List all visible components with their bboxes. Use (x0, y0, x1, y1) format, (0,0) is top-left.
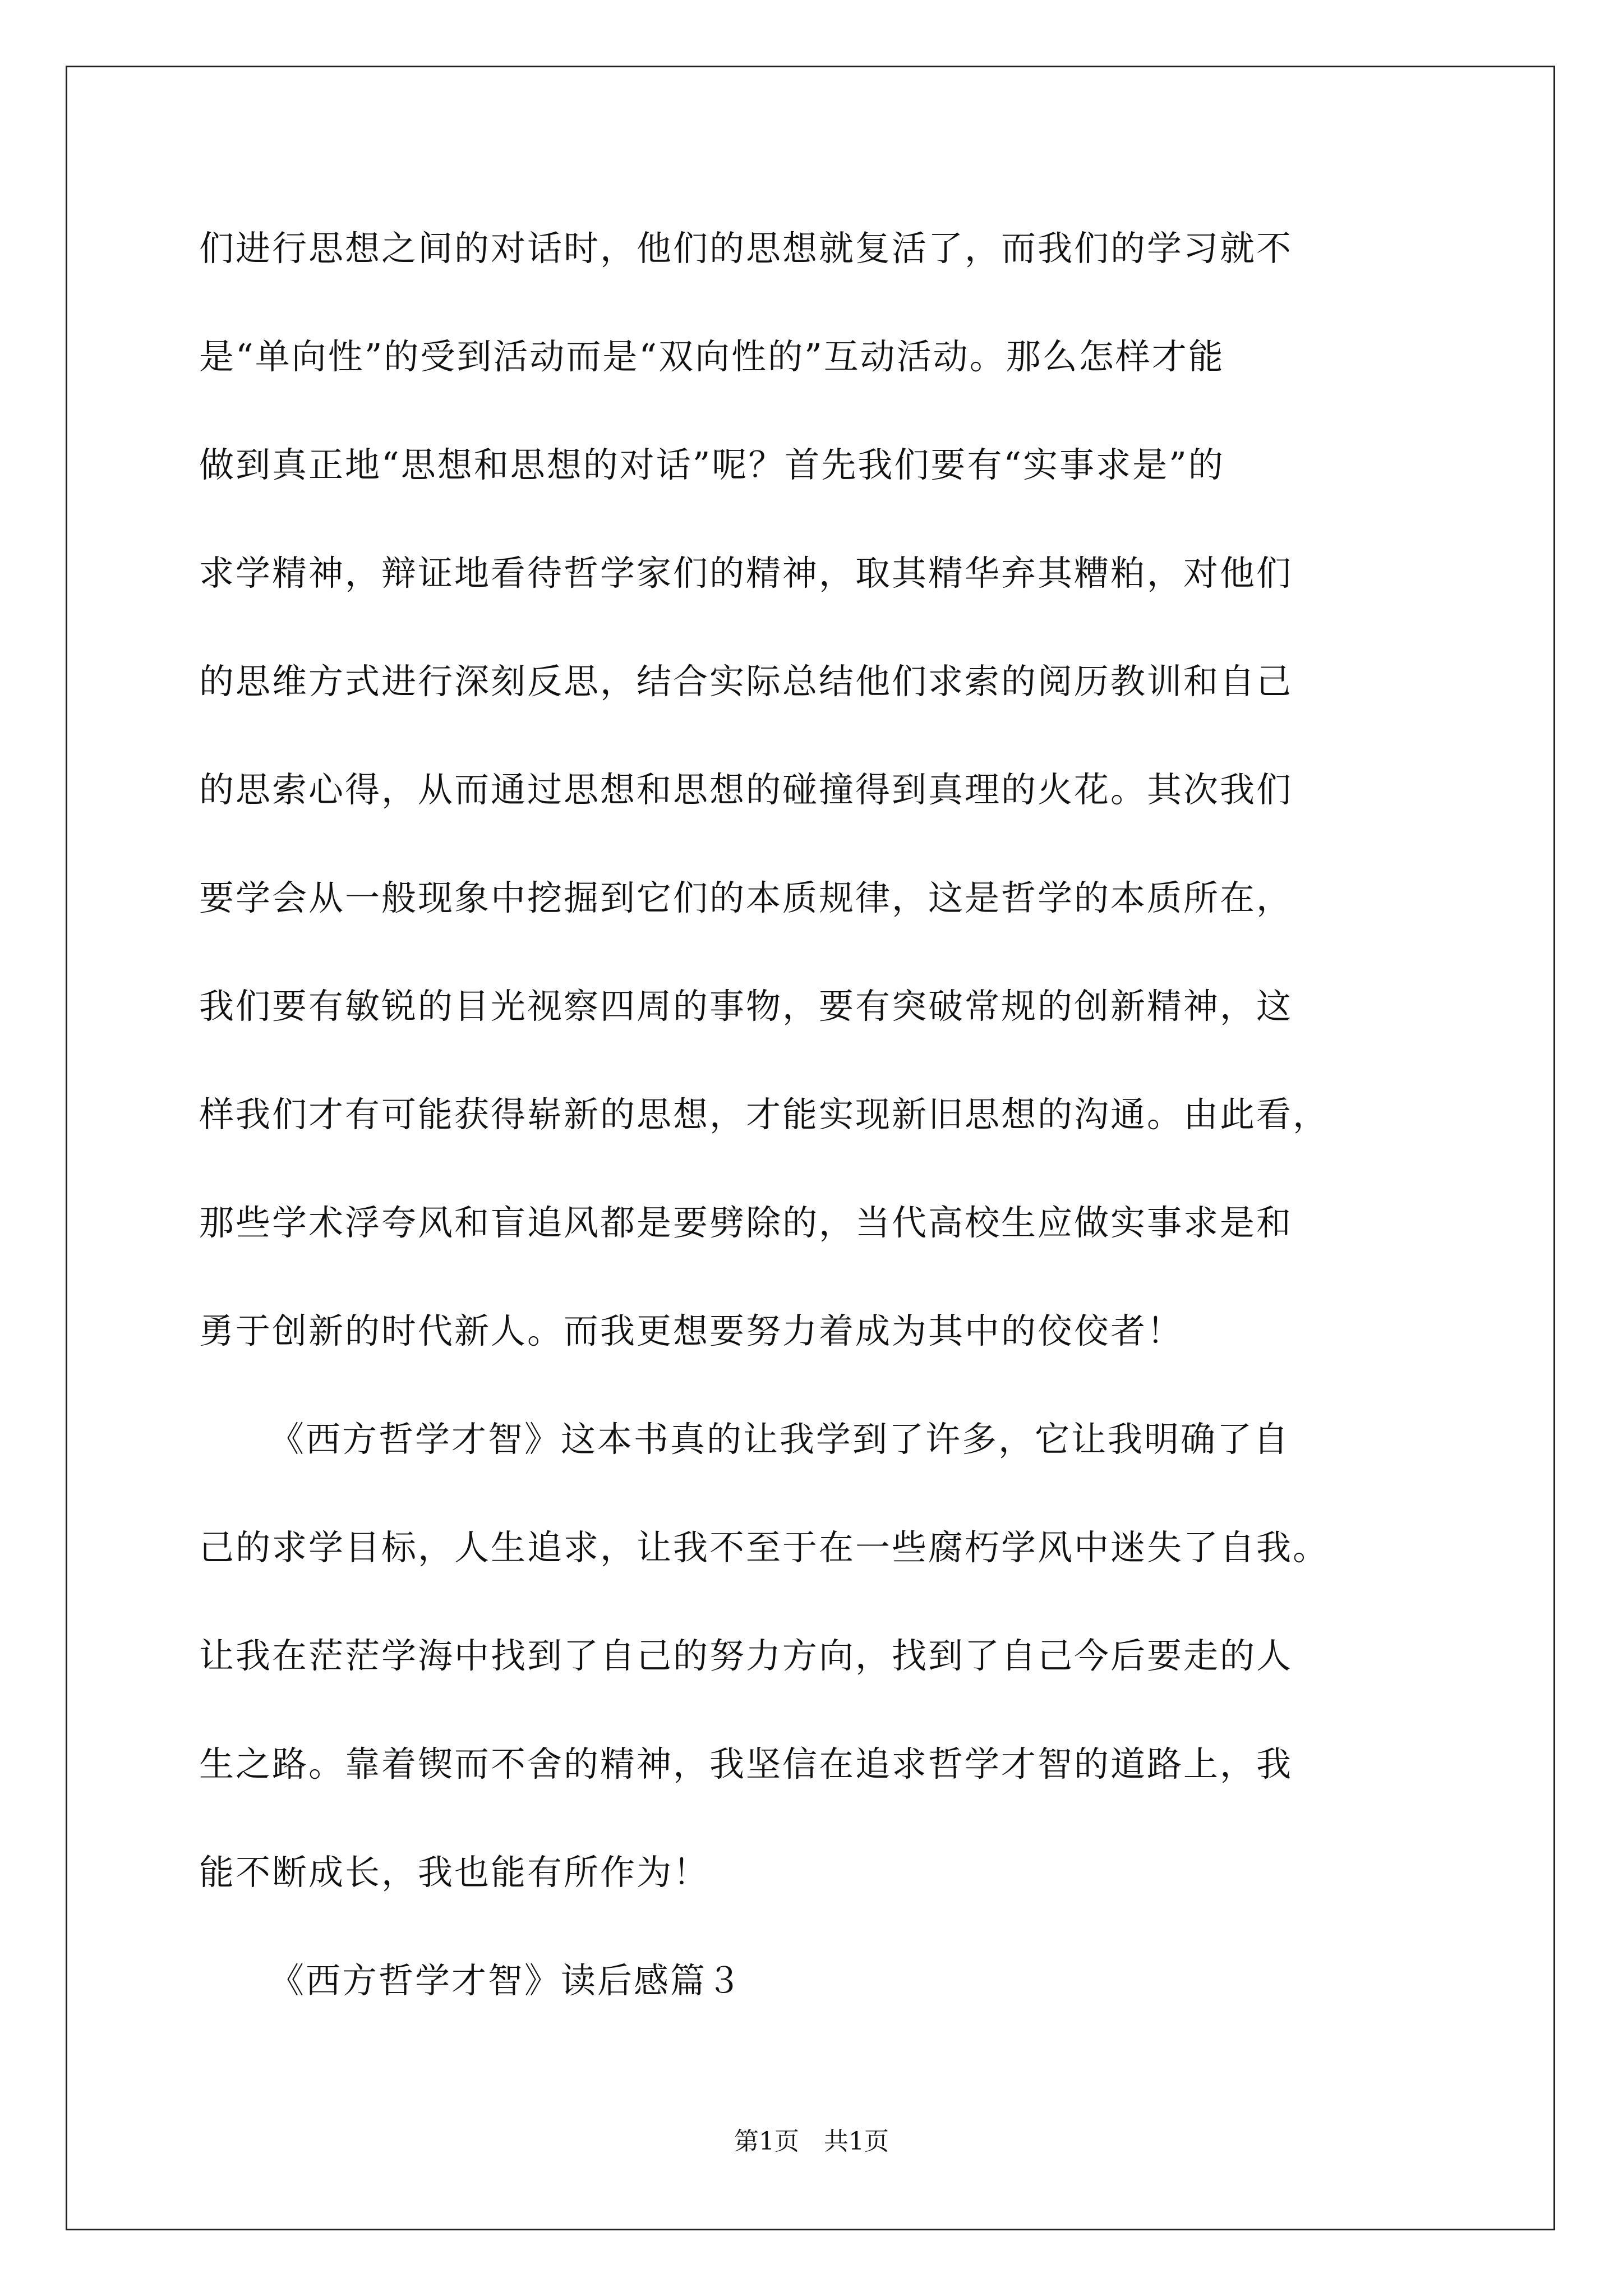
paragraph-line: 让我在茫茫学海中找到了自己的努力方向，找到了自己今后要走的人 (199, 1635, 1293, 1676)
paragraph-line: 勇于创新的时代新人。而我更想要努力着成为其中的佼佼者！ (199, 1310, 1184, 1351)
page-border (66, 66, 1555, 2230)
paragraph-line: 我们要有敏锐的目光视察四周的事物，要有突破常规的创新精神，这 (199, 986, 1293, 1027)
paragraph-line: 的思索心得，从而通过思想和思想的碰撞得到真理的火花。其次我们 (199, 769, 1293, 810)
paragraph-line: 样我们才有可能获得崭新的思想，才能实现新旧思想的沟通。由此看， (199, 1094, 1330, 1135)
section-heading: 《西方哲学才智》读后感篇３ (269, 1960, 744, 2001)
paragraph-line: 要学会从一般现象中挖掘到它们的本质规律，这是哲学的本质所在， (199, 877, 1293, 918)
paragraph-line: 做到真正地“思想和思想的对话”呢？首先我们要有“实事求是”的 (199, 444, 1225, 485)
paragraph-line: 能不断成长，我也能有所作为！ (199, 1852, 710, 1893)
paragraph-line: 是“单向性”的受到活动而是“双向性的”互动活动。那么怎样才能 (199, 336, 1225, 377)
page-number-footer: 第1页 共1页 (734, 2127, 889, 2156)
paragraph-line: 己的求学目标，人生追求，让我不至于在一些腐朽学风中迷失了自我。 (199, 1527, 1330, 1568)
paragraph-line: 的思维方式进行深刻反思，结合实际总结他们求索的阅历教训和自己 (199, 661, 1293, 702)
paragraph-line: 求学精神，辩证地看待哲学家们的精神，取其精华弃其糟粕，对他们 (199, 553, 1293, 593)
paragraph-line: 那些学术浮夸风和盲追风都是要劈除的，当代高校生应做实事求是和 (199, 1202, 1293, 1243)
paragraph-line: 生之路。靠着锲而不舍的精神，我坚信在追求哲学才智的道路上，我 (199, 1743, 1293, 1784)
paragraph-line: 们进行思想之间的对话时，他们的思想就复活了，而我们的学习就不 (199, 228, 1293, 269)
paragraph-line: 《西方哲学才智》这本书真的让我学到了许多，它让我明确了自 (269, 1419, 1290, 1460)
